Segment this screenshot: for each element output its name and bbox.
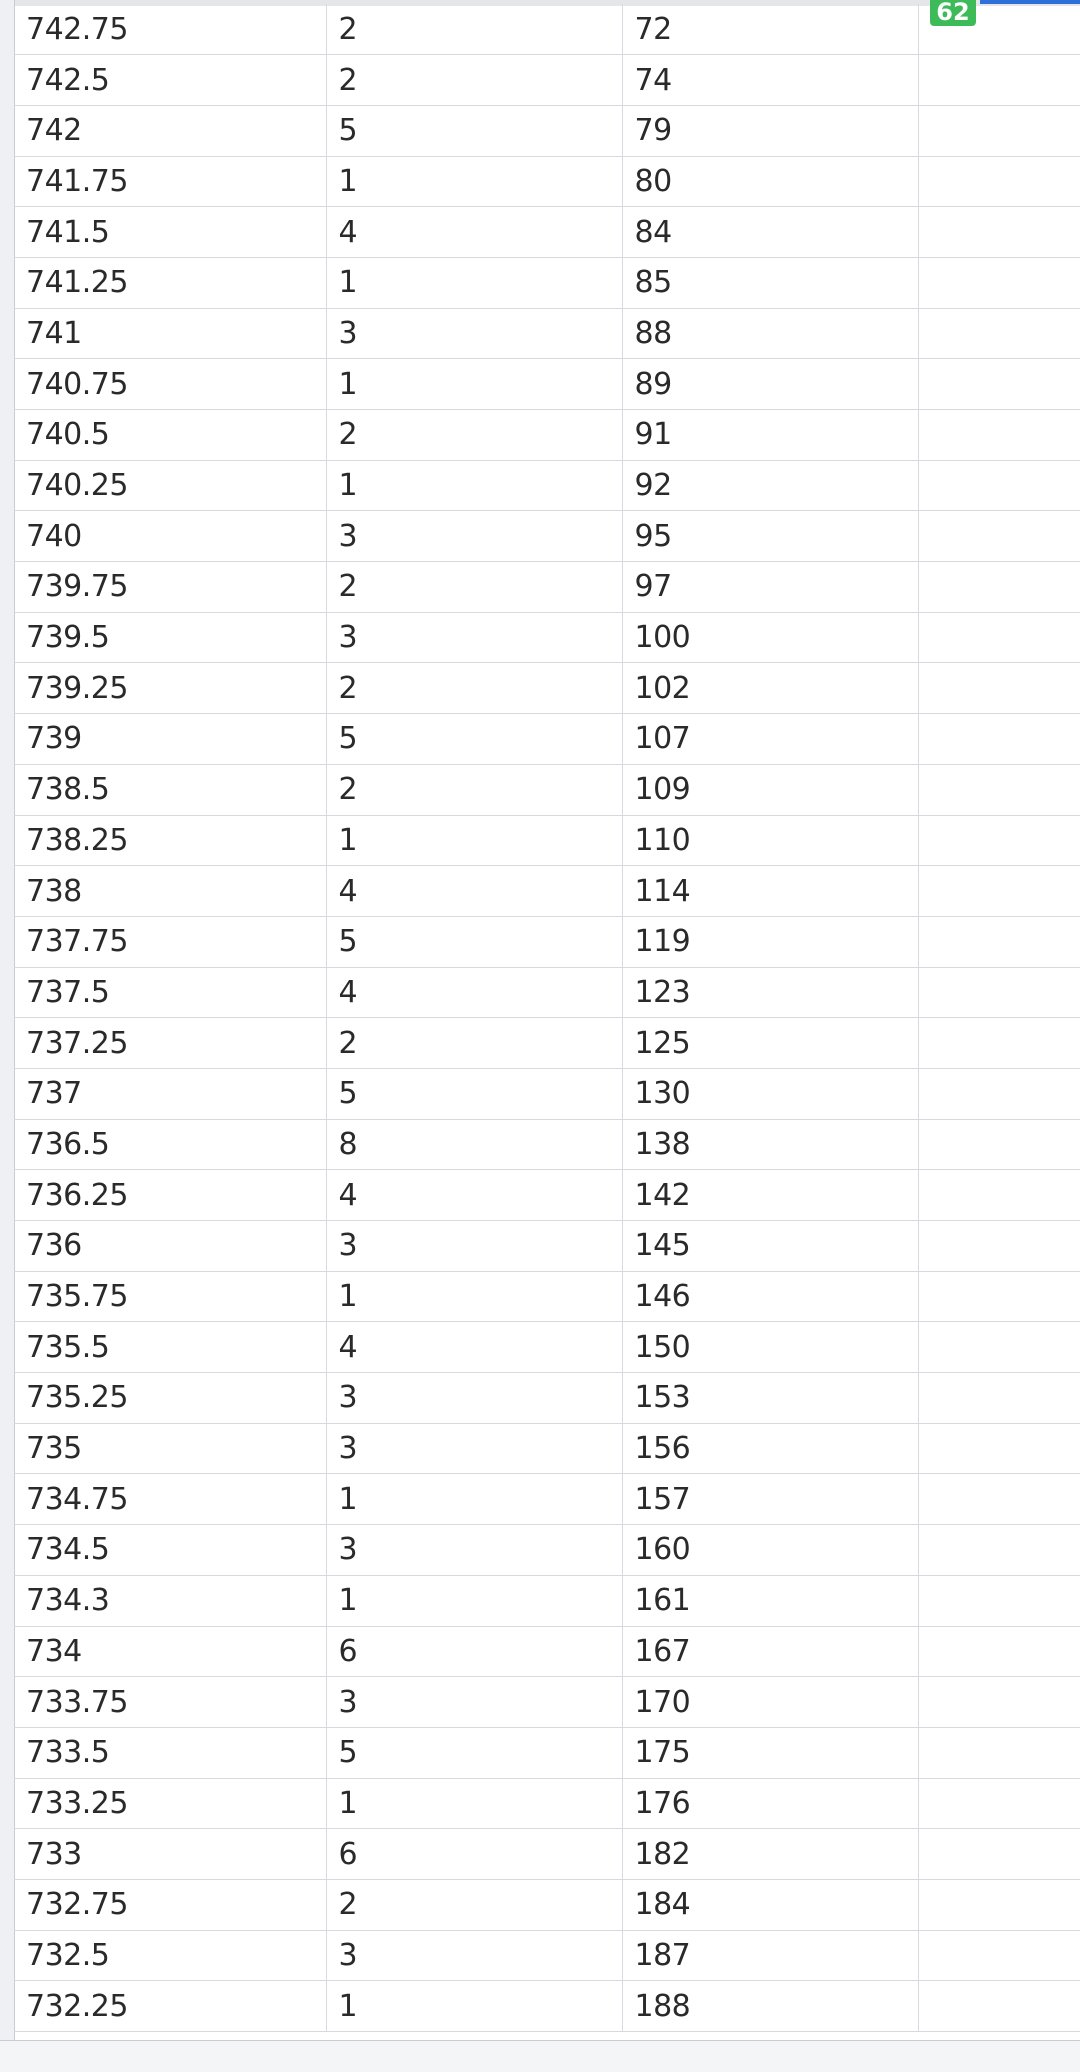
- grid-cell-empty[interactable]: [918, 1119, 1080, 1170]
- grid-cell[interactable]: 1: [326, 156, 622, 207]
- grid-cell[interactable]: 738: [14, 866, 326, 917]
- grid-cell[interactable]: 145: [622, 1221, 918, 1272]
- grid-cell[interactable]: 100: [622, 612, 918, 663]
- count-badge: 62: [930, 0, 976, 26]
- grid-cell-empty[interactable]: [918, 1068, 1080, 1119]
- table-row: [14, 1018, 1080, 1069]
- grid-cell[interactable]: 1: [326, 1575, 622, 1626]
- grid-cell[interactable]: 736.25: [14, 1170, 326, 1221]
- table-row: [14, 105, 1080, 156]
- grid-cell[interactable]: 2: [326, 562, 622, 613]
- grid-cell[interactable]: 74: [622, 55, 918, 106]
- grid-cell[interactable]: 737.25: [14, 1018, 326, 1069]
- grid-cell[interactable]: 146: [622, 1271, 918, 1322]
- grid-cell[interactable]: 3: [326, 1373, 622, 1424]
- grid-cell[interactable]: 142: [622, 1170, 918, 1221]
- table-row: [14, 1525, 1080, 1576]
- grid-cell[interactable]: 732.75: [14, 1879, 326, 1930]
- grid-cell[interactable]: 156: [622, 1423, 918, 1474]
- grid-cell[interactable]: 733.5: [14, 1727, 326, 1778]
- grid-cell[interactable]: 5: [326, 916, 622, 967]
- table-row: [14, 714, 1080, 765]
- grid-cell[interactable]: 4: [326, 967, 622, 1018]
- grid-cell-empty[interactable]: [918, 1575, 1080, 1626]
- table-row: [14, 967, 1080, 1018]
- grid-cell[interactable]: 739.25: [14, 663, 326, 714]
- grid-cell[interactable]: 1: [326, 1271, 622, 1322]
- grid-cell[interactable]: 1: [326, 460, 622, 511]
- grid-cell-empty[interactable]: [918, 460, 1080, 511]
- grid-cell[interactable]: 1: [326, 1474, 622, 1525]
- grid-cell-empty[interactable]: [918, 1423, 1080, 1474]
- table-row: [14, 1930, 1080, 1981]
- grid-cell[interactable]: 742: [14, 105, 326, 156]
- grid-cell-empty[interactable]: [918, 1829, 1080, 1880]
- table-row: [14, 1170, 1080, 1221]
- grid-cell[interactable]: 737: [14, 1068, 326, 1119]
- table-row: [14, 1677, 1080, 1728]
- grid-cell[interactable]: 735.25: [14, 1373, 326, 1424]
- grid-cell[interactable]: 2: [326, 55, 622, 106]
- grid-cell[interactable]: 123: [622, 967, 918, 1018]
- grid-cell-empty[interactable]: [918, 1778, 1080, 1829]
- table-row: [14, 1068, 1080, 1119]
- grid-cell[interactable]: 742.75: [14, 4, 326, 55]
- grid-cell-empty[interactable]: [918, 916, 1080, 967]
- grid-cell-empty[interactable]: [918, 1018, 1080, 1069]
- grid-cell[interactable]: 97: [622, 562, 918, 613]
- grid-cell[interactable]: 733.75: [14, 1677, 326, 1728]
- grid-cell[interactable]: 3: [326, 612, 622, 663]
- grid-cell[interactable]: 2: [326, 1018, 622, 1069]
- grid-cell[interactable]: 735: [14, 1423, 326, 1474]
- table-row: [14, 1575, 1080, 1626]
- grid-cell-empty[interactable]: [918, 815, 1080, 866]
- grid-cell[interactable]: 3: [326, 511, 622, 562]
- table-row: [14, 764, 1080, 815]
- table-row: [14, 1221, 1080, 1272]
- table-row: [14, 916, 1080, 967]
- table-row: [14, 359, 1080, 410]
- grid-cell-empty[interactable]: [918, 257, 1080, 308]
- grid-cell[interactable]: 3: [326, 1677, 622, 1728]
- grid-cell[interactable]: 3: [326, 1423, 622, 1474]
- table-row: [14, 257, 1080, 308]
- grid-cell-empty[interactable]: [918, 1373, 1080, 1424]
- grid-cell[interactable]: 2: [326, 1879, 622, 1930]
- grid-cell[interactable]: 2: [326, 4, 622, 55]
- grid-cell[interactable]: 175: [622, 1727, 918, 1778]
- grid-cell-empty[interactable]: [918, 764, 1080, 815]
- table-row: [14, 663, 1080, 714]
- grid-cell[interactable]: 119: [622, 916, 918, 967]
- grid-cell[interactable]: 3: [326, 1930, 622, 1981]
- grid-cell[interactable]: 150: [622, 1322, 918, 1373]
- grid-cell[interactable]: 1: [326, 1778, 622, 1829]
- grid-cell[interactable]: 738.25: [14, 815, 326, 866]
- table-row: [14, 866, 1080, 917]
- grid-cell[interactable]: 109: [622, 764, 918, 815]
- grid-cell[interactable]: 91: [622, 410, 918, 461]
- grid-cell[interactable]: 740: [14, 511, 326, 562]
- grid-cell[interactable]: 138: [622, 1119, 918, 1170]
- bottom-bar: [0, 2040, 1080, 2072]
- grid-cell[interactable]: 187: [622, 1930, 918, 1981]
- grid-cell-empty[interactable]: [918, 1930, 1080, 1981]
- grid-cell[interactable]: 1: [326, 1981, 622, 2032]
- table-row: [14, 1271, 1080, 1322]
- grid-cell-empty[interactable]: [918, 1170, 1080, 1221]
- grid-cell[interactable]: 92: [622, 460, 918, 511]
- grid-cell[interactable]: 736.5: [14, 1119, 326, 1170]
- grid-cell[interactable]: 732.5: [14, 1930, 326, 1981]
- table-row: [14, 1879, 1080, 1930]
- grid-cell-empty[interactable]: [918, 1474, 1080, 1525]
- table-row: [14, 156, 1080, 207]
- grid-cell-empty[interactable]: [918, 1221, 1080, 1272]
- table-row: [14, 4, 1080, 55]
- grid-cell-empty[interactable]: [918, 156, 1080, 207]
- table-row: [14, 1727, 1080, 1778]
- grid-cell[interactable]: 4: [326, 1322, 622, 1373]
- grid-cell-empty[interactable]: [918, 207, 1080, 258]
- grid-cell[interactable]: 72: [622, 4, 918, 55]
- table-row: [14, 1423, 1080, 1474]
- table-row: [14, 1474, 1080, 1525]
- grid-cell-empty[interactable]: [918, 866, 1080, 917]
- table-row: [14, 308, 1080, 359]
- table-row: [14, 207, 1080, 258]
- table-row: [14, 1829, 1080, 1880]
- grid-cell[interactable]: 4: [326, 1170, 622, 1221]
- grid-cell-empty[interactable]: [918, 511, 1080, 562]
- grid-cell[interactable]: 161: [622, 1575, 918, 1626]
- grid-cell[interactable]: 741.25: [14, 257, 326, 308]
- grid-cell[interactable]: 85: [622, 257, 918, 308]
- grid-cell[interactable]: 739: [14, 714, 326, 765]
- grid-cell[interactable]: 114: [622, 866, 918, 917]
- grid-cell-empty[interactable]: [918, 663, 1080, 714]
- grid-cell[interactable]: 2: [326, 764, 622, 815]
- grid-cell[interactable]: 737.75: [14, 916, 326, 967]
- data-grid: [14, 4, 1080, 2032]
- grid-cell[interactable]: 732.25: [14, 1981, 326, 2032]
- grid-cell[interactable]: 740.75: [14, 359, 326, 410]
- grid-cell[interactable]: 167: [622, 1626, 918, 1677]
- table-row: [14, 1778, 1080, 1829]
- grid-cell[interactable]: 125: [622, 1018, 918, 1069]
- grid-cell[interactable]: 170: [622, 1677, 918, 1728]
- grid-cell[interactable]: 79: [622, 105, 918, 156]
- grid-cell[interactable]: 734.75: [14, 1474, 326, 1525]
- grid-cell[interactable]: 182: [622, 1829, 918, 1880]
- grid-cell[interactable]: 188: [622, 1981, 918, 2032]
- grid-cell[interactable]: 3: [326, 308, 622, 359]
- grid-cell[interactable]: 741.5: [14, 207, 326, 258]
- grid-cell-empty[interactable]: [918, 308, 1080, 359]
- grid-cell-empty[interactable]: [918, 1525, 1080, 1576]
- grid-cell[interactable]: 739.5: [14, 612, 326, 663]
- grid-cell[interactable]: 741: [14, 308, 326, 359]
- grid-cell[interactable]: 80: [622, 156, 918, 207]
- table-row: [14, 612, 1080, 663]
- grid-cell[interactable]: 735.75: [14, 1271, 326, 1322]
- grid-cell-empty[interactable]: [918, 1322, 1080, 1373]
- grid-cell[interactable]: 739.75: [14, 562, 326, 613]
- grid-cell[interactable]: 176: [622, 1778, 918, 1829]
- grid-cell[interactable]: 157: [622, 1474, 918, 1525]
- row-header-gutter[interactable]: [0, 0, 15, 2040]
- grid-cell-empty[interactable]: [918, 562, 1080, 613]
- grid-cell[interactable]: 1: [326, 815, 622, 866]
- table-row: [14, 511, 1080, 562]
- grid-cell-empty[interactable]: [918, 105, 1080, 156]
- grid-cell[interactable]: 95: [622, 511, 918, 562]
- grid-cell[interactable]: 6: [326, 1829, 622, 1880]
- grid-cell[interactable]: 107: [622, 714, 918, 765]
- grid-cell-empty[interactable]: [918, 1879, 1080, 1930]
- table-row: [14, 1981, 1080, 2032]
- grid-cell-empty[interactable]: [918, 55, 1080, 106]
- table-row: [14, 55, 1080, 106]
- grid-cell[interactable]: 160: [622, 1525, 918, 1576]
- grid-cell[interactable]: 1: [326, 257, 622, 308]
- grid-cell-empty[interactable]: [918, 1727, 1080, 1778]
- grid-cell[interactable]: 733: [14, 1829, 326, 1880]
- grid-cell[interactable]: 4: [326, 866, 622, 917]
- grid-cell-empty[interactable]: [918, 4, 1080, 55]
- grid-cell[interactable]: 735.5: [14, 1322, 326, 1373]
- table-row: [14, 815, 1080, 866]
- grid-cell[interactable]: 5: [326, 714, 622, 765]
- grid-cell[interactable]: 741.75: [14, 156, 326, 207]
- grid-cell[interactable]: 740.5: [14, 410, 326, 461]
- table-row: [14, 562, 1080, 613]
- grid-cell[interactable]: 4: [326, 207, 622, 258]
- grid-cell[interactable]: 2: [326, 663, 622, 714]
- grid-cell[interactable]: 88: [622, 308, 918, 359]
- table-row: [14, 1322, 1080, 1373]
- grid-cell[interactable]: 734: [14, 1626, 326, 1677]
- grid-cell[interactable]: 3: [326, 1221, 622, 1272]
- grid-cell[interactable]: 734.5: [14, 1525, 326, 1576]
- grid-cell-empty[interactable]: [918, 410, 1080, 461]
- grid-cell-empty[interactable]: [918, 1271, 1080, 1322]
- table-row: [14, 410, 1080, 461]
- grid-cell[interactable]: 89: [622, 359, 918, 410]
- grid-cell[interactable]: 6: [326, 1626, 622, 1677]
- grid-cell[interactable]: 184: [622, 1879, 918, 1930]
- grid-cell[interactable]: 740.25: [14, 460, 326, 511]
- table-row: [14, 460, 1080, 511]
- grid-cell[interactable]: 742.5: [14, 55, 326, 106]
- grid-cell[interactable]: 153: [622, 1373, 918, 1424]
- grid-cell[interactable]: 738.5: [14, 764, 326, 815]
- grid-cell[interactable]: 2: [326, 410, 622, 461]
- grid-cell[interactable]: 3: [326, 1525, 622, 1576]
- grid-cell-empty[interactable]: [918, 967, 1080, 1018]
- grid-cell-empty[interactable]: [918, 612, 1080, 663]
- grid-cell[interactable]: 1: [326, 359, 622, 410]
- grid-cell[interactable]: 102: [622, 663, 918, 714]
- grid-cell[interactable]: 110: [622, 815, 918, 866]
- grid-cell-empty[interactable]: [918, 359, 1080, 410]
- grid-cell[interactable]: 5: [326, 105, 622, 156]
- grid-cell-empty[interactable]: [918, 1981, 1080, 2032]
- table-row: [14, 1626, 1080, 1677]
- table-row: [14, 1119, 1080, 1170]
- grid-cell[interactable]: 734.3: [14, 1575, 326, 1626]
- grid-cell[interactable]: 737.5: [14, 967, 326, 1018]
- grid-cell[interactable]: 733.25: [14, 1778, 326, 1829]
- grid-cell[interactable]: 5: [326, 1727, 622, 1778]
- grid-cell[interactable]: 130: [622, 1068, 918, 1119]
- grid-cell[interactable]: 84: [622, 207, 918, 258]
- grid-cell[interactable]: 736: [14, 1221, 326, 1272]
- grid-cell-empty[interactable]: [918, 714, 1080, 765]
- grid-cell[interactable]: 5: [326, 1068, 622, 1119]
- grid-cell-empty[interactable]: [918, 1677, 1080, 1728]
- grid-cell-empty[interactable]: [918, 1626, 1080, 1677]
- grid-cell[interactable]: 8: [326, 1119, 622, 1170]
- table-row: [14, 1373, 1080, 1424]
